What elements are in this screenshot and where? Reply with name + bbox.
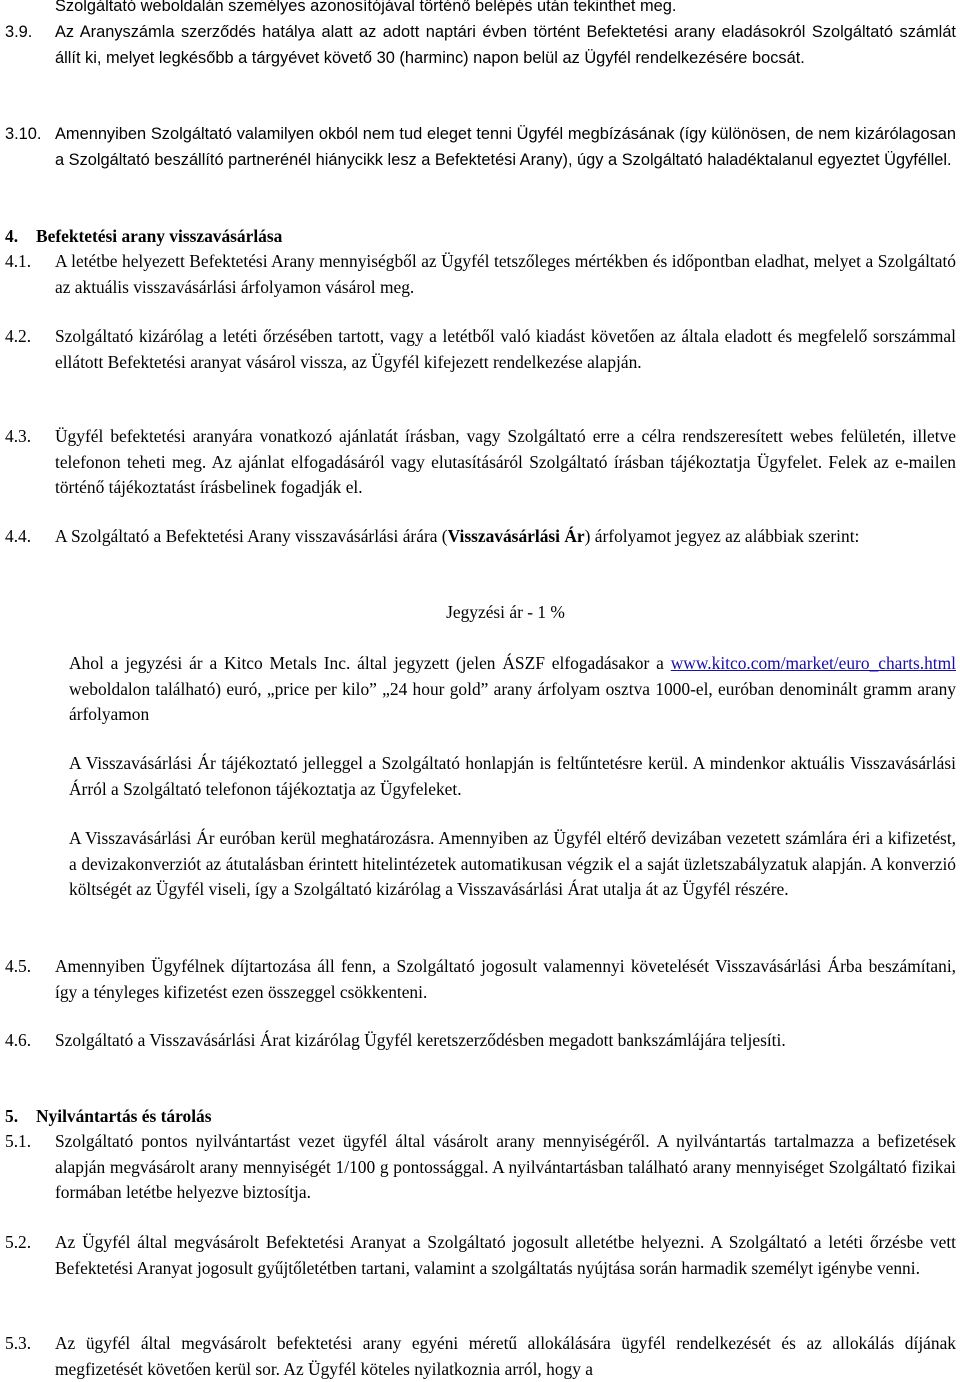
- section-4-2-text: Szolgáltató kizárólag a letéti őrzésében tartott, vagy a letétből való kiadást követően az általa eladott és megfelelő sorszámmal ellátott Befektetési aranyat vásárol vissza, az Ügyfél kifejezett rendelkezése alapján.: [55, 326, 956, 372]
- section-number-5-2: 5.2.: [5, 1232, 32, 1252]
- heading-5: [5, 1104, 212, 1130]
- heading-4-title: Befektetési arany visszavásárlása: [36, 226, 283, 246]
- paragraph-continued: Szolgáltató weboldalán személyes azonosítójával történő belépés után tekinthet meg.: [55, 0, 677, 15]
- section-5-1-text: Szolgáltató pontos nyilvántartást vezet ügyfél által vásárolt arany mennyiségéről. A nyilvántartás tartalmazza a befizetések alapján megvásárolt arany mennyiségét 1/100 g pontossággal. A nyilvántartásban található arany mennyiséget Szolgáltató fizikai formában letétbe helyezve biztosítja.: [55, 1131, 956, 1202]
- heading-4-number: 4.: [5, 226, 19, 246]
- section-number-4-4: 4.4.: [5, 526, 32, 546]
- price-formula: Jegyzési ár - 1 %: [446, 602, 565, 622]
- section-number-3-10: 3.10.: [5, 125, 42, 143]
- heading-5-number: 5.: [5, 1106, 19, 1126]
- buyback-price-info-2: A Visszavásárlási Ár euróban kerül meghatározásra. Amennyiben az Ügyfél eltérő devizában vezetett számlára éri a kifizetést, a devizakonverziót az átutalásban érintett hitelintézetek automatikusan végzik el a saját üzletszabályzatuk alapján. A konverzió költségét az Ügyfél viseli, így a Szolgáltató kizárólag a Visszavásárlási Árat utalja át az Ügyfél részére.: [69, 828, 956, 899]
- section-4-5-text: Amennyiben Ügyfélnek díjtartozása áll fenn, a Szolgáltató jogosult valamennyi követelését Visszavásárlási Árba beszámítani, így a tényleges kifizetést ezen összeggel csökkenteni.: [55, 956, 956, 1002]
- section-4-4-text-b: ) árfolyamot jegyez az alábbiak szerint:: [584, 526, 860, 546]
- section-5-2-text: Az Ügyfél által megvásárolt Befektetési Aranyat a Szolgáltató jogosult alletétbe helyezni. A Szolgáltató a letéti őrzésbe vett Befektetési Aranyat jogosult gyűjtőletétben tartani, valamint a szolgáltatás nyújtása során harmadik személyt igénybe venni.: [55, 1232, 956, 1278]
- section-number-5-3: 5.3.: [5, 1333, 32, 1353]
- section-4-4-text-a: A Szolgáltató a Befektetési Arany visszavásárlási árára (: [55, 526, 448, 546]
- price-definition-a: Ahol a jegyzési ár a Kitco Metals Inc. által jegyzett (jelen ÁSZF elfogadásakor a: [69, 653, 671, 673]
- section-number-4-1: 4.1.: [5, 251, 32, 271]
- section-3-9-text: Az Aranyszámla szerződés hatálya alatt az adott naptári évben történt Befektetési arany eladásokról Szolgáltató számlát állít ki, melyet legkésőbb a tárgyévet követő 30 (harminc) napon belül az Ügyfél rendelkezésére bocsát.: [55, 23, 956, 67]
- section-number-4-3: 4.3.: [5, 426, 32, 446]
- section-number-5-1: 5.1.: [5, 1131, 32, 1151]
- section-4-3-text: Ügyfél befektetési aranyára vonatkozó ajánlatát írásban, vagy Szolgáltató erre a célra rendszeresített webes felületén, illetve telefonon teheti meg. Az ajánlat elfogadásáról vagy elutasításáról Szolgáltató írásban tájékoztatja Ügyfelet. Felek az e-mailen történő tájékoztatást írásbelinek fogadják el.: [55, 426, 956, 497]
- heading-4: [5, 224, 282, 250]
- section-3-10-text: Amennyiben Szolgáltató valamilyen okból nem tud eleget tenni Ügyfél megbízásának (így különösen, de nem kizárólagosan a Szolgáltató beszállító partnerénél hiánycikk lesz a Befektetési Arany), úgy a Szolgáltató haladéktalanul egyeztet Ügyféllel.: [55, 125, 956, 169]
- section-number-4-5: 4.5.: [5, 956, 32, 976]
- section-number-3-9: 3.9.: [5, 23, 33, 41]
- buyback-price-info-1: A Visszavásárlási Ár tájékoztató jelleggel a Szolgáltató honlapján is feltűntetésre kerül. A mindenkor aktuális Visszavásárlási Árról a Szolgáltató telefonon tájékoztatja az Ügyfeleket.: [69, 753, 956, 799]
- section-5-3-text: Az ügyfél által megvásárolt befektetési arany egyéni méretű allokálására ügyfél rendelkezését és az allokálás díjának megfizetését követően kerül sor. Az Ügyfél köteles nyilatkoznia arról, hogy a: [55, 1333, 956, 1379]
- price-definition: [69, 651, 956, 728]
- heading-5-title: Nyilvántartás és tárolás: [36, 1106, 212, 1126]
- section-4-1-text: A letétbe helyezett Befektetési Arany mennyiségből az Ügyfél tetszőleges mértékben és időpontban eladhat, melyet a Szolgáltató az aktuális visszavásárlási árfolyamon vásárol meg.: [55, 251, 956, 297]
- buyback-price-term: Visszavásárlási Ár: [447, 526, 585, 546]
- section-number-4-2: 4.2.: [5, 326, 32, 346]
- section-4-6-text: Szolgáltató a Visszavásárlási Árat kizárólag Ügyfél keretszerződésben megadott bankszámlájára teljesíti.: [55, 1030, 786, 1050]
- kitco-link[interactable]: www.kitco.com/market/euro_charts.html: [670, 653, 956, 673]
- price-definition-b: weboldalon található) euró, „price per kilo” „24 hour gold” arany árfolyam osztva 1000-el, euróban denominált gramm arany árfolyamon: [69, 678, 956, 724]
- section-4-4-text: [55, 524, 956, 550]
- section-number-4-6: 4.6.: [5, 1030, 32, 1050]
